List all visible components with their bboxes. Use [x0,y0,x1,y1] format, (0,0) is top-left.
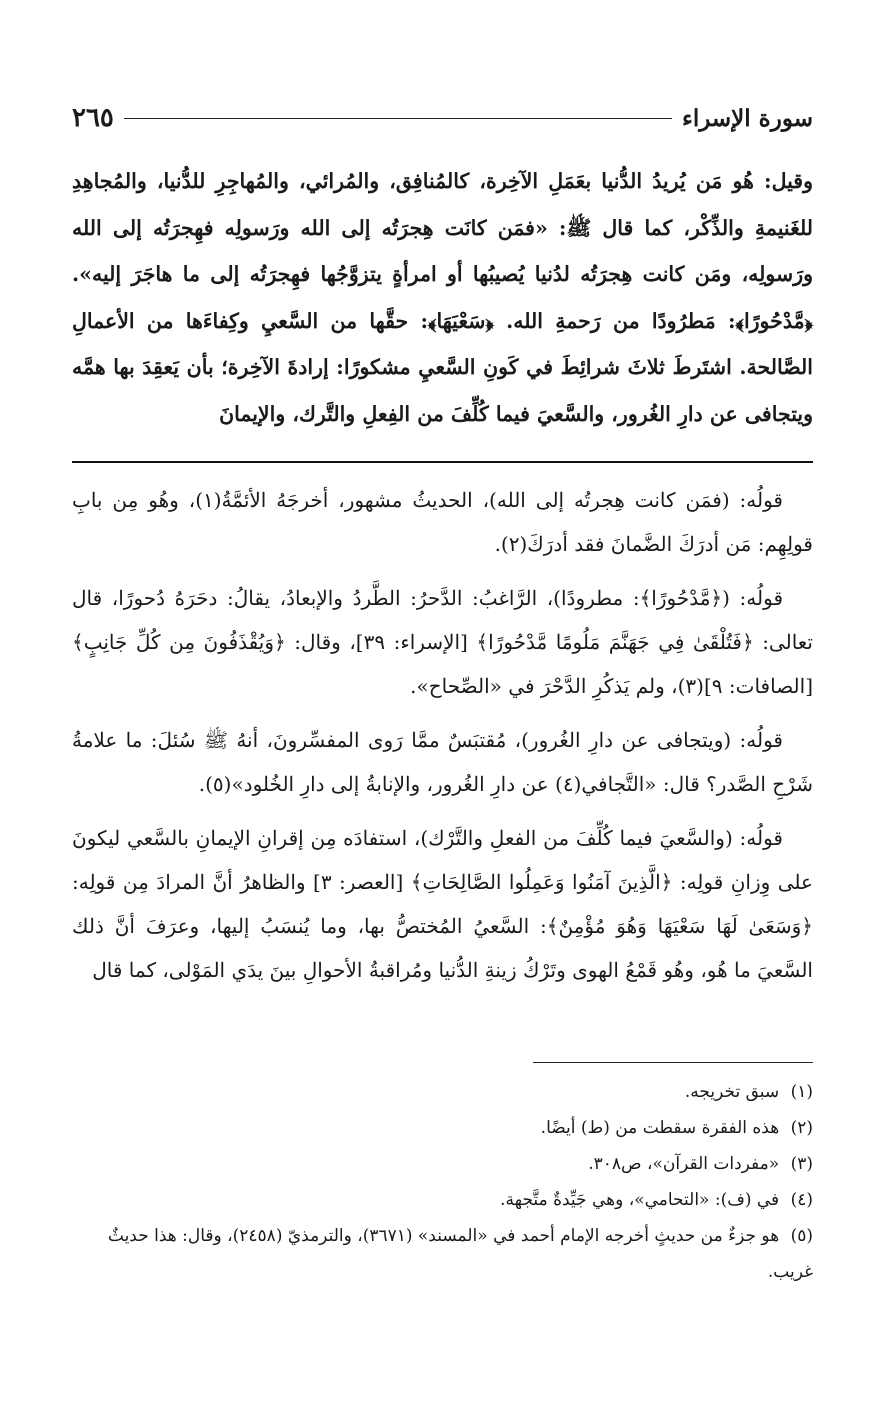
footnote-number: (٥) [790,1226,813,1246]
footnote-number: (١) [790,1082,813,1102]
footnote [72,1110,813,1146]
footnote [72,1218,813,1290]
commentary-paragraph: قولُه: (فمَن كانت هِجرتُه إلى الله)، الحديثُ مشهور، أخرجَهُ الأئمَّةُ(١)، وهُو مِن بابِ قولِهِم: مَن أدرَكَ الضَّمانَ فقد أدرَكَ(٢). [72,488,813,556]
page-number: ٢٦٥ [72,103,114,133]
footnote [72,1182,813,1218]
footnote-text: «مفردات القرآن»، ص٣٠٨. [588,1154,780,1174]
footnote-text: هذه الفقرة سقطت من (ط) أيضًا. [540,1118,780,1138]
footnote-divider [533,1062,813,1063]
footnote-text: سبق تخريجه. [684,1082,780,1102]
commentary-paragraph: قولُه: (والسَّعيَ فيما كُلِّفَ من الفعلِ والتَّرْك)، استفادَه مِن إقرانِ الإيمانِ بالسَّعي ليكونَ على وِزانِ قولِه: ﴿الَّذِينَ آمَنُوا وَعَمِلُوا الصَّالِحَاتِ﴾ [العصر: ٣] والظاهرُ أنَّ المرادَ مِن قولِه: ﴿وَسَعَىٰ لَهَا سَعْيَهَا وَهُوَ مُؤْمِنٌ﴾: السَّعيُ المُختصُّ بها، وما يُنسَبُ إليها، وعرَفَ أنَّ ذلك السَّعيَ ما هُو، وهُو قَمْعُ الهوى وتَرْكُ زينةِ الدُّنيا ومُراقبةُ الأحوالِ بينَ يدَي المَوْلى، كما قال [72,826,813,982]
main-text-divider [72,461,813,463]
main-paragraph: وقيل: هُو مَن يُريدُ الدُّنيا بعَمَلِ الآخِرة، كالمُنافِق، والمُرائي، والمُهاجِرِ للدُّنيا، والمُجاهِدِ للغَنيمةِ والذِّكْر، كما قال ﷺ: «فمَن كانَت هِجرَتُه إلى الله ورَسولِه فهِجرَتُه إلى الله ورَسولِه، ومَن كانت هِجرَتُه لدُنيا يُصيبُها أو امرأةٍ يتزوَّجُها فهِجرَتُه إلى ما هاجَرَ إليه». ﴿مَّدْحُورًا﴾: مَطرُودًا من رَحمةِ الله. ﴿سَعْيَهَا﴾: حقَّها من السَّعيِ وكِفاءَها من الأعمالِ الصَّالحة. اشتَرطَ ثلاثَ شرائِطَ في كَونِ السَّعيِ مشكورًا: إرادةَ الآخِرة؛ بأن يَعقِدَ بها همَّه ويتجافى عن دارِ الغُرور، والسَّعيَ فيما كُلِّفَ من الفِعلِ والتَّرك، والإيمانَ [72,169,813,426]
main-text-block [72,158,813,437]
footnote [72,1074,813,1110]
footnote [72,1146,813,1182]
footnote-number: (٢) [790,1118,813,1138]
surah-title: سورة الإسراء [682,104,813,132]
footnote-text: في (ف): «التحامي»، وهي جَيِّدةٌ متَّجهة. [500,1190,780,1210]
footnote-text: هو جزءٌ من حديثٍ أخرجه الإمام أحمد في «المسند» (٣٦٧١)، والترمذيّ (٢٤٥٨)، وقال: هذا حديثٌ غريب. [107,1226,813,1282]
commentary-block [72,478,813,1002]
page-header [72,92,813,144]
commentary-paragraph: قولُه: (ويتجافى عن دارِ الغُرور)، مُقتبَسٌ ممَّا رَوى المفسِّرونَ، أنهُ ﷺ سُئلَ: ما علامةُ شَرْحِ الصَّدر؟ قال: «التَّجافي(٤) عن دارِ الغُرور، والإنابةُ إلى دارِ الخُلود»(٥). [72,728,813,796]
footnote-number: (٣) [790,1154,813,1174]
footnote-number: (٤) [790,1190,813,1210]
commentary-paragraph: قولُه: (﴿مَّدْحُورًا﴾: مطرودًا)، الرَّاغبُ: الدَّحرُ: الطَّردُ والإبعادُ، يقالُ: دحَرَهُ دُحورًا، قال تعالى: ﴿فَتُلْقَىٰ فِي جَهَنَّمَ مَلُومًا مَّدْحُورًا﴾ [الإسراء: ٣٩]، وقال: ﴿وَيُقْذَفُونَ مِن كُلِّ جَانِبٍ﴾ [الصافات: ٩](٣)، ولم يَذكُرِ الدَّحْرَ في «الصِّحاح». [72,586,813,698]
header-rule [124,118,672,119]
footnotes [72,1074,813,1290]
